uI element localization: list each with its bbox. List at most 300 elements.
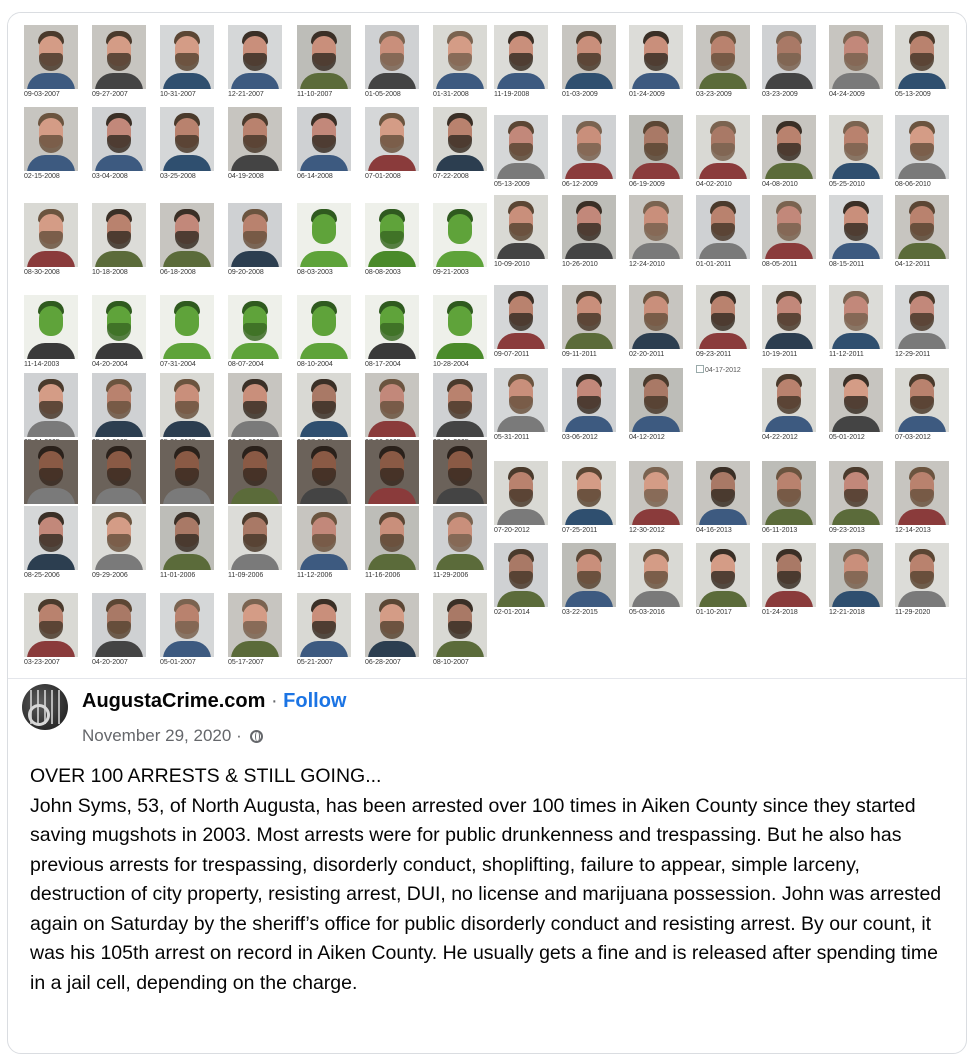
mugshot-shirt [231, 421, 279, 437]
mugshot-tile [433, 107, 487, 180]
broken-image-alt-text: 04-17-2012 [705, 367, 741, 374]
mugshot-shirt [632, 416, 680, 432]
mugshot-photo [92, 203, 146, 267]
mugshot-photo [365, 107, 419, 171]
mugshot-date-caption: 04-12-2011 [895, 261, 931, 268]
globe-icon[interactable] [250, 730, 263, 743]
mugshot-date-caption: 05-01-2012 [829, 434, 865, 441]
mugshot-shirt [436, 488, 484, 504]
mugshot-beard [711, 313, 735, 331]
post-header [22, 684, 922, 744]
mugshot-photo [494, 461, 548, 525]
mugshot-shirt [95, 421, 143, 437]
mugshot-beard [243, 401, 267, 419]
mugshot-tile [562, 195, 616, 268]
mugshot-tile [24, 203, 78, 276]
mugshot-shirt [27, 343, 75, 359]
mugshot-date-caption: 05-03-2016 [629, 609, 665, 616]
mugshot-tile [160, 295, 214, 368]
mugshot-photo [228, 593, 282, 657]
mugshot-beard [577, 313, 601, 331]
mugshot-shirt [565, 333, 613, 349]
mugshot-photo [297, 440, 351, 504]
mugshot-beard [312, 468, 336, 486]
mugshot-tile [228, 506, 282, 579]
mugshot-shirt [95, 641, 143, 657]
mugshot-photo [494, 195, 548, 259]
mugshot-tile [494, 543, 548, 616]
post-text [30, 762, 945, 998]
mugshot-shirt [300, 421, 348, 437]
mugshot-beard [380, 323, 404, 341]
mugshot-beard [39, 401, 63, 419]
mugshot-photo [629, 368, 683, 432]
mugshot-date-caption: 07-31-2004 [160, 361, 196, 368]
mugshot-shirt [300, 155, 348, 171]
mugshot-shirt [95, 343, 143, 359]
mugshot-beard [711, 143, 735, 161]
mugshot-date-caption: 12-14-2013 [895, 527, 931, 534]
mugshot-shirt [765, 243, 813, 259]
mugshot-tile [494, 461, 548, 534]
mugshot-shirt [163, 251, 211, 267]
mugshot-photo [92, 295, 146, 359]
page-name-link[interactable]: AugustaCrime.com [82, 690, 266, 712]
mugshot-date-caption: 04-19-2008 [228, 173, 264, 180]
mugshot-shirt [632, 73, 680, 89]
mugshot-beard [312, 401, 336, 419]
mugshot-tile [562, 25, 616, 98]
mugshot-tile [433, 506, 487, 579]
mugshot-date-caption: 10-31-2007 [160, 91, 196, 98]
mugshot-beard [577, 571, 601, 589]
mugshot-photo [629, 543, 683, 607]
follow-button[interactable]: Follow [283, 690, 347, 712]
mugshot-photo [228, 25, 282, 89]
mugshot-shirt [565, 163, 613, 179]
mugshot-photo [433, 107, 487, 171]
mugshot-tile [696, 195, 750, 268]
mugshot-shirt [95, 155, 143, 171]
mugshot-tile [895, 115, 949, 188]
mugshot-photo [228, 506, 282, 570]
mugshot-shirt [497, 333, 545, 349]
mugshot-beard [175, 621, 199, 639]
mugshot-shirt [699, 591, 747, 607]
mugshot-tile [829, 461, 883, 534]
mugshot-date-caption: 11-12-2006 [297, 572, 333, 579]
mugshot-beard [844, 396, 868, 414]
mugshot-tile [160, 593, 214, 666]
mugshot-photo [433, 506, 487, 570]
mugshot-tile [24, 25, 78, 98]
mugshot-shirt [699, 509, 747, 525]
mugshot-shirt [765, 509, 813, 525]
mugshot-photo [494, 368, 548, 432]
mugshot-photo [696, 25, 750, 89]
mugshot-tile [365, 25, 419, 98]
mugshot-tile [92, 440, 146, 513]
mugshot-tile [433, 25, 487, 98]
mugshot-date-caption: 02-20-2011 [629, 351, 665, 358]
mugshot-photo [24, 295, 78, 359]
mugshot-beard [777, 571, 801, 589]
mugshot-beard [380, 135, 404, 153]
mugshot-photo [895, 195, 949, 259]
mugshot-beard [107, 534, 131, 552]
mugshot-shirt [163, 554, 211, 570]
mugshot-shirt [765, 333, 813, 349]
mugshot-photo [762, 285, 816, 349]
mugshot-photo [92, 25, 146, 89]
mugshot-shirt [368, 554, 416, 570]
mugshot-photo [696, 461, 750, 525]
mugshot-shirt [95, 554, 143, 570]
mugshot-photo [24, 506, 78, 570]
mugshot-tile [297, 506, 351, 579]
mugshot-beard [39, 53, 63, 71]
mugshot-photo [297, 373, 351, 437]
mugshot-tile [92, 25, 146, 98]
mugshot-shirt [368, 155, 416, 171]
mugshot-photo [228, 440, 282, 504]
mugshot-shirt [898, 416, 946, 432]
mugshot-date-caption: 10-18-2008 [92, 269, 128, 276]
mugshot-photo [762, 25, 816, 89]
mugshot-tile [629, 195, 683, 268]
mugshot-beard [644, 313, 668, 331]
mugshot-photo [92, 593, 146, 657]
mugshot-shirt [565, 509, 613, 525]
mugshot-shirt [898, 509, 946, 525]
mugshot-shirt [231, 488, 279, 504]
mugshot-beard [844, 53, 868, 71]
mugshot-tile [562, 115, 616, 188]
mugshot-photo [228, 295, 282, 359]
mugshot-date-caption: 12-29-2011 [895, 351, 931, 358]
mugshot-tile [696, 543, 750, 616]
mugshot-photo [895, 368, 949, 432]
mugshot-photo [562, 285, 616, 349]
mugshot-tile [696, 115, 750, 188]
mugshot-beard [644, 223, 668, 241]
mugshot-beard [39, 135, 63, 153]
mugshot-date-caption: 08-05-2011 [762, 261, 798, 268]
mugshot-tile [895, 543, 949, 616]
mugshot-beard [644, 53, 668, 71]
mugshot-photo [895, 285, 949, 349]
mugshot-beard [910, 489, 934, 507]
mugshot-beard [711, 223, 735, 241]
mugshot-beard [577, 53, 601, 71]
mugshot-tile [365, 506, 419, 579]
mugshot-shirt [163, 421, 211, 437]
mugshot-shirt [368, 641, 416, 657]
mugshot-shirt [231, 554, 279, 570]
mugshot-photo [762, 543, 816, 607]
mugshot-tile [629, 461, 683, 534]
mugshot-date-caption: 04-08-2010 [762, 181, 798, 188]
mugshot-photo [297, 203, 351, 267]
mugshot-tile [696, 461, 750, 534]
mugshot-photo [24, 25, 78, 89]
mugshot-tile [297, 25, 351, 98]
mugshot-tile [365, 593, 419, 666]
mugshot-beard [777, 313, 801, 331]
mugshot-tile [160, 506, 214, 579]
mugshot-tile [762, 115, 816, 188]
mugshot-tile [92, 373, 146, 446]
mugshot-beard [107, 401, 131, 419]
mugshot-shirt [765, 591, 813, 607]
mugshot-collage-image[interactable] [8, 13, 966, 679]
mugshot-photo [433, 295, 487, 359]
mugshot-date-caption: 08-25-2006 [24, 572, 60, 579]
mugshot-date-caption: 12-30-2012 [629, 527, 665, 534]
mugshot-photo [24, 373, 78, 437]
mugshot-tile [762, 461, 816, 534]
mugshot-shirt [497, 163, 545, 179]
mugshot-shirt [898, 73, 946, 89]
mugshot-date-caption: 07-22-2008 [433, 173, 469, 180]
mugshot-beard [380, 534, 404, 552]
mugshot-photo [160, 440, 214, 504]
mugshot-beard [448, 135, 472, 153]
mugshot-date-caption: 04-12-2012 [629, 434, 665, 441]
mugshot-date-caption: 01-24-2009 [629, 91, 665, 98]
mugshot-date-caption: 05-13-2009 [895, 91, 931, 98]
mugshot-shirt [163, 73, 211, 89]
mugshot-date-caption: 03-06-2012 [562, 434, 598, 441]
post-date-link[interactable]: November 29, 2020 [82, 726, 232, 745]
mugshot-date-caption: 09-20-2008 [228, 269, 264, 276]
mugshot-tile [433, 373, 487, 446]
mugshot-date-caption: 04-02-2010 [696, 181, 732, 188]
mugshot-tile [92, 203, 146, 276]
mugshot-photo [160, 506, 214, 570]
mugshot-date-caption: 08-10-2004 [297, 361, 333, 368]
mugshot-tile [160, 440, 214, 513]
mugshot-shirt [436, 343, 484, 359]
mugshot-photo [762, 368, 816, 432]
mugshot-photo [494, 25, 548, 89]
mugshot-beard [39, 534, 63, 552]
mugshot-date-caption: 09-29-2006 [92, 572, 128, 579]
mugshot-shirt [832, 591, 880, 607]
mugshot-tile [433, 295, 487, 368]
mugshot-tile [92, 506, 146, 579]
mugshot-shirt [632, 509, 680, 525]
post-body-text: John Syms, 53, of North Augusta, has been arrested over 100 times in Aiken County since they started saving mugshots in 2003. Most arrests were for public drunkenness and trespassing. But he also has previous arrests for trespassing, disorderly conduct, shoplifting, failure to appear, simple larceny, destruction of city property, resisting arrest, DUI, no license and marijuana possession. John was arrested again on Saturday by the sheriff’s office for public disorderly conduct and resisting arrest. By our count, it was his 105th arrest on record in Aiken County. He usually gets a fine and is released after spending time in a jail cell, depending on the charge. [30, 794, 942, 994]
mugshot-beard [175, 135, 199, 153]
mugshot-date-caption: 03-23-2007 [24, 659, 60, 666]
mugshot-tile [92, 593, 146, 666]
mugshot-beard [844, 143, 868, 161]
mugshot-photo [365, 506, 419, 570]
mugshot-beard [39, 231, 63, 249]
mugshot-date-caption: 03-23-2009 [762, 91, 798, 98]
mugshot-shirt [565, 73, 613, 89]
mugshot-tile [365, 440, 419, 513]
mugshot-shirt [368, 488, 416, 504]
page-name-row [82, 690, 347, 713]
mugshot-beard [107, 323, 131, 341]
mugshot-beard [777, 396, 801, 414]
mugshot-shirt [832, 509, 880, 525]
mugshot-beard [380, 401, 404, 419]
mugshot-shirt [27, 251, 75, 267]
mugshot-tile [895, 195, 949, 268]
mugshot-shirt [497, 243, 545, 259]
mugshot-shirt [163, 343, 211, 359]
mugshot-tile [895, 461, 949, 534]
mugshot-date-caption: 11-14-2003 [24, 361, 60, 368]
mugshot-tile [228, 593, 282, 666]
mugshot-shirt [27, 641, 75, 657]
mugshot-beard [644, 571, 668, 589]
mugshot-photo [895, 543, 949, 607]
mugshot-tile [160, 203, 214, 276]
mugshot-beard [107, 135, 131, 153]
mugshot-beard [509, 53, 533, 71]
mugshot-shirt [699, 163, 747, 179]
mugshot-photo [297, 25, 351, 89]
mugshot-beard [380, 231, 404, 249]
mugshot-beard [243, 323, 267, 341]
page-avatar[interactable] [22, 684, 68, 730]
mugshot-beard [175, 468, 199, 486]
mugshot-date-caption: 05-01-2007 [160, 659, 196, 666]
mugshot-date-caption: 09-07-2011 [494, 351, 530, 358]
post-meta [82, 726, 263, 746]
avatar-cuff-graphic [28, 704, 50, 726]
mugshot-tile [365, 203, 419, 276]
mugshot-date-caption: 11-10-2007 [297, 91, 333, 98]
mugshot-photo [696, 115, 750, 179]
mugshot-beard [777, 143, 801, 161]
mugshot-shirt [765, 73, 813, 89]
mugshot-date-caption: 06-28-2007 [365, 659, 401, 666]
mugshot-shirt [832, 416, 880, 432]
mugshot-date-caption: 03-23-2009 [696, 91, 732, 98]
mugshot-shirt [565, 416, 613, 432]
mugshot-tile [762, 285, 816, 358]
mugshot-shirt [231, 73, 279, 89]
mugshot-date-caption: 08-10-2007 [433, 659, 469, 666]
mugshot-tile [24, 593, 78, 666]
mugshot-tile [24, 107, 78, 180]
mugshot-beard [644, 396, 668, 414]
mugshot-date-caption: 10-09-2010 [494, 261, 530, 268]
mugshot-tile [494, 115, 548, 188]
mugshot-date-caption: 08-17-2004 [365, 361, 401, 368]
mugshot-shirt [832, 73, 880, 89]
mugshot-date-caption: 09-23-2011 [696, 351, 732, 358]
mugshot-photo [365, 440, 419, 504]
mugshot-shirt [231, 641, 279, 657]
mugshot-beard [448, 621, 472, 639]
mugshot-photo [629, 285, 683, 349]
mugshot-beard [644, 143, 668, 161]
mugshot-date-caption: 01-05-2008 [365, 91, 401, 98]
mugshot-beard [243, 621, 267, 639]
mugshot-tile [762, 368, 816, 441]
mugshot-tile [228, 373, 282, 446]
mugshot-photo [829, 461, 883, 525]
mugshot-shirt [497, 73, 545, 89]
mugshot-shirt [898, 163, 946, 179]
mugshot-beard [910, 143, 934, 161]
mugshot-photo [562, 25, 616, 89]
mugshot-date-caption: 06-18-2008 [160, 269, 196, 276]
mugshot-beard [312, 135, 336, 153]
mugshot-beard [380, 53, 404, 71]
mugshot-photo [433, 440, 487, 504]
mugshot-shirt [300, 488, 348, 504]
broken-image-icon [696, 365, 704, 373]
mugshot-tile [297, 107, 351, 180]
mugshot-date-caption: 05-17-2007 [228, 659, 264, 666]
mugshot-shirt [300, 641, 348, 657]
mugshot-tile [160, 373, 214, 446]
mugshot-beard [910, 313, 934, 331]
mugshot-date-caption: 11-16-2006 [365, 572, 401, 579]
mugshot-date-caption: 07-20-2012 [494, 527, 530, 534]
mugshot-tile [365, 107, 419, 180]
mugshot-photo [160, 593, 214, 657]
mugshot-photo [762, 195, 816, 259]
mugshot-photo [297, 295, 351, 359]
mugshot-beard [448, 401, 472, 419]
date-separator: · [236, 726, 242, 745]
mugshot-tile [696, 25, 750, 98]
mugshot-shirt [436, 421, 484, 437]
mugshot-date-caption: 04-24-2009 [829, 91, 865, 98]
mugshot-shirt [497, 509, 545, 525]
mugshot-tile [494, 25, 548, 98]
mugshot-date-caption: 02-15-2008 [24, 173, 60, 180]
mugshot-date-caption: 11-29-2020 [895, 609, 931, 616]
mugshot-shirt [231, 343, 279, 359]
mugshot-beard [509, 571, 533, 589]
mugshot-tile [228, 295, 282, 368]
mugshot-photo [829, 115, 883, 179]
mugshot-date-caption: 08-08-2003 [365, 269, 401, 276]
mugshot-date-caption: 06-11-2013 [762, 527, 798, 534]
mugshot-tile [629, 25, 683, 98]
mugshot-photo [829, 368, 883, 432]
mugshot-date-caption: 09-03-2007 [24, 91, 60, 98]
mugshot-beard [509, 489, 533, 507]
mugshot-date-caption: 05-25-2010 [829, 181, 865, 188]
mugshot-shirt [368, 251, 416, 267]
mugshot-beard [509, 396, 533, 414]
mugshot-tile [895, 25, 949, 98]
mugshot-beard [711, 53, 735, 71]
mugshot-date-caption: 11-01-2006 [160, 572, 196, 579]
mugshot-tile [297, 203, 351, 276]
mugshot-tile [829, 115, 883, 188]
mugshot-photo [228, 107, 282, 171]
mugshot-shirt [163, 155, 211, 171]
mugshot-photo [829, 543, 883, 607]
mugshot-tile [433, 593, 487, 666]
mugshot-photo [562, 195, 616, 259]
mugshot-photo [24, 593, 78, 657]
mugshot-beard [910, 53, 934, 71]
mugshot-photo [629, 115, 683, 179]
mugshot-photo [228, 203, 282, 267]
